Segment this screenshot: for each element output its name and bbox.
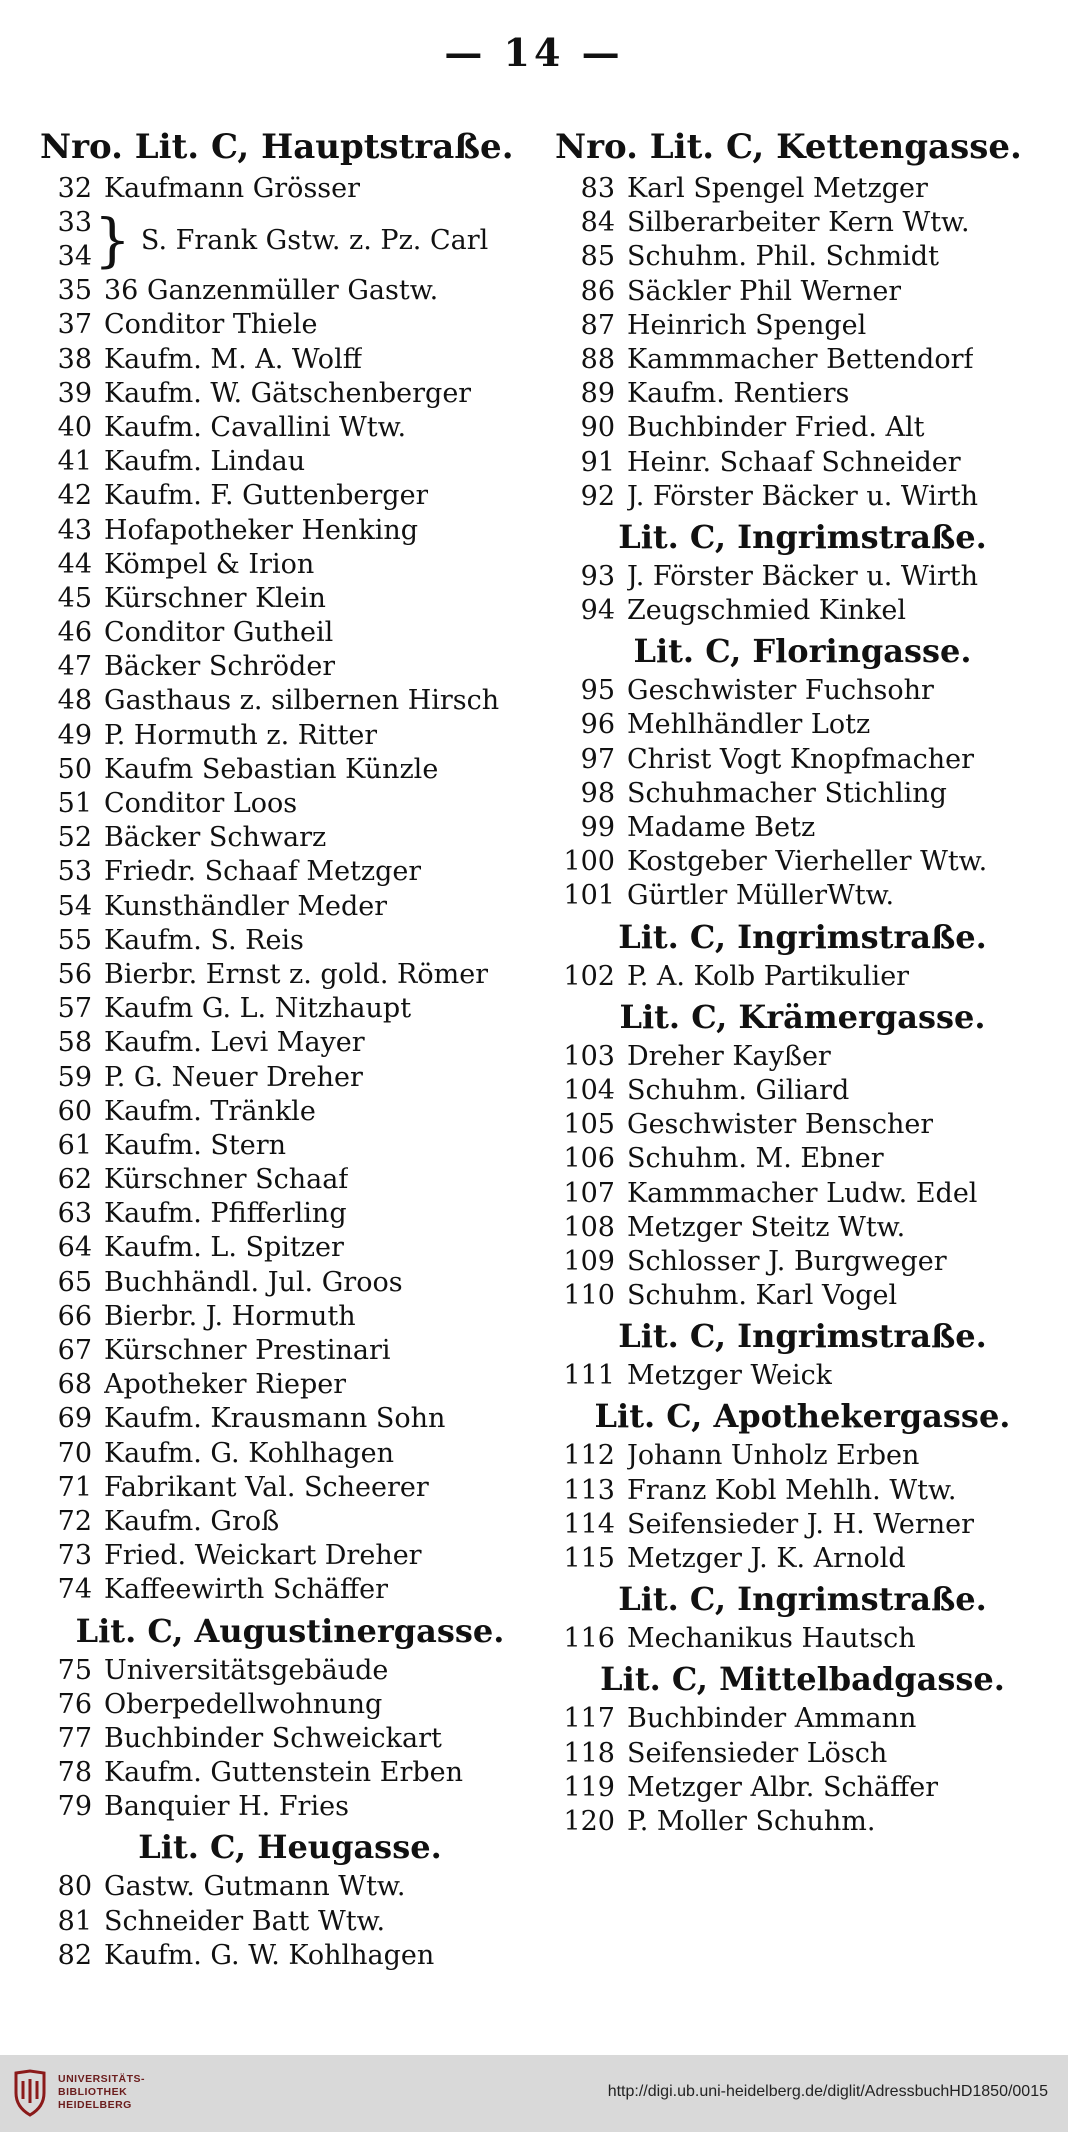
list-item	[555, 960, 1050, 994]
entry-text: Friedr. Schaaf Metzger	[104, 856, 422, 888]
entry-number: 102	[563, 960, 615, 992]
entry-number: 42	[57, 480, 92, 512]
entry-number: 92	[580, 480, 615, 512]
entry-number: 111	[563, 1360, 615, 1392]
entry-number: 119	[563, 1771, 615, 1803]
right-column-header: Nro. Lit. C, Kettengasse.	[555, 127, 1022, 167]
entry-text: P. Moller Schuhm.	[627, 1805, 876, 1837]
list-item	[555, 845, 1050, 879]
library-name-line-1: UNIVERSITÄTS-	[58, 2073, 146, 2085]
list-item	[40, 890, 540, 924]
entry-text: Christ Vogt Knopfmacher	[627, 743, 975, 775]
entry-number: 55	[57, 924, 92, 956]
entry-number: 120	[563, 1805, 615, 1837]
entry-number: 38	[57, 343, 92, 375]
entry-text: Schlosser J. Burgweger	[627, 1245, 947, 1277]
entry-number: 98	[580, 777, 615, 809]
list-item	[555, 240, 1050, 274]
list-item	[40, 411, 540, 445]
list-item	[555, 674, 1050, 708]
entry-number: 59	[57, 1061, 92, 1093]
list-item	[40, 548, 540, 582]
library-name	[58, 2073, 145, 2112]
list-item	[40, 1334, 540, 1368]
list-item	[40, 958, 540, 992]
entry-text: Geschwister Fuchsohr	[627, 675, 934, 707]
entry-text: Seifensieder J. H. Werner	[627, 1508, 975, 1540]
entry-number: 87	[580, 309, 615, 341]
left-column	[40, 122, 540, 1973]
entry-number: 91	[580, 446, 615, 478]
entry-text: Kaufm. W. Gätschenberger	[104, 377, 472, 409]
entry-text: P. A. Kolb Partikulier	[627, 960, 910, 992]
list-item	[40, 684, 540, 718]
entry-text: Kaufm. Lindau	[104, 446, 306, 478]
entry-number: 41	[57, 446, 92, 478]
entry-text: Kaufm. Krausmann Sohn	[104, 1403, 446, 1435]
entries-mittelbadgasse	[555, 1702, 1050, 1839]
entry-text: Kürschner Prestinari	[104, 1335, 391, 1366]
entry-text: Kaffeewirth Schäffer	[104, 1574, 389, 1606]
page-number: — 14 —	[444, 30, 624, 75]
list-item	[40, 1654, 540, 1688]
brace-icon: }	[94, 206, 131, 275]
entry-number: 40	[57, 411, 92, 443]
list-item	[555, 275, 1050, 309]
entry-text: Schuhmacher Stichling	[627, 777, 947, 809]
list-item	[40, 172, 540, 206]
entry-number: 113	[563, 1474, 615, 1506]
list-item	[555, 1439, 1050, 1473]
list-item	[555, 1771, 1050, 1805]
library-name-line-3: HEIDELBERG	[58, 2099, 132, 2111]
entry-text: Metzger Steitz Wtw.	[627, 1211, 906, 1243]
list-item	[40, 650, 540, 684]
entry-text: Kaufm. M. A. Wolff	[104, 343, 362, 375]
entry-text: Kaufm. Stern	[104, 1129, 287, 1161]
entry-text: Metzger J. K. Arnold	[627, 1543, 906, 1574]
entry-number: 73	[57, 1540, 92, 1572]
list-item	[555, 1245, 1050, 1279]
entry-number: 64	[57, 1232, 92, 1264]
entry-number: 37	[57, 309, 92, 341]
entry-number: 77	[57, 1722, 92, 1754]
entry-text: Heinr. Schaaf Schneider	[627, 446, 961, 478]
entry-text: J. Förster Bäcker u. Wirth	[627, 480, 978, 512]
entry-text: Seifensieder Lösch	[627, 1737, 888, 1769]
entry-number: 90	[580, 412, 615, 444]
list-item	[555, 1279, 1050, 1313]
entry-text: J. Förster Bäcker u. Wirth	[627, 560, 978, 592]
entry-number: 58	[57, 1027, 92, 1059]
list-item	[40, 616, 540, 650]
list-item	[555, 1142, 1050, 1176]
entry-number: 72	[57, 1505, 92, 1537]
entry-number: 45	[57, 582, 92, 614]
list-item	[40, 377, 540, 411]
entry-number: 48	[57, 685, 92, 717]
list-item	[40, 924, 540, 958]
entries-hauptstrasse-a	[40, 172, 540, 206]
entry-text: Bäcker Schröder	[104, 651, 336, 683]
entry-text: Säckler Phil Werner	[627, 275, 902, 307]
entry-text: Kaufm. L. Spitzer	[104, 1232, 344, 1264]
entry-number: 109	[563, 1245, 615, 1277]
entry-number: 63	[57, 1198, 92, 1230]
entry-number: 65	[57, 1266, 92, 1298]
list-item	[555, 1542, 1050, 1576]
entry-number: 112	[563, 1440, 615, 1472]
entry-number: 83	[580, 173, 615, 204]
entry-text: Oberpedellwohnung	[104, 1688, 383, 1720]
list-item	[555, 1737, 1050, 1771]
entry-number: 46	[57, 617, 92, 649]
section-heading-floringasse: Lit. C, Floringasse.	[633, 632, 972, 671]
list-item	[555, 1177, 1050, 1211]
list-item	[555, 743, 1050, 777]
entry-text: Conditor Thiele	[104, 309, 318, 341]
entry-text: Geschwister Benscher	[627, 1109, 934, 1141]
entry-text: Kaufm. Pfifferling	[104, 1198, 347, 1230]
entry-text: Conditor Loos	[104, 788, 298, 819]
list-item	[555, 1211, 1050, 1245]
entry-text: Kostgeber Vierheller Wtw.	[627, 846, 988, 878]
entry-text: Fabrikant Val. Scheerer	[104, 1471, 429, 1503]
entry-number: 94	[580, 595, 615, 627]
braced-entry	[40, 206, 540, 274]
entry-text: Kaufm. Levi Mayer	[104, 1027, 365, 1059]
entry-text: Buchbinder Ammann	[627, 1703, 917, 1735]
list-item	[555, 708, 1050, 742]
entry-text: Bäcker Schwarz	[104, 822, 327, 854]
entry-text: Kömpel & Irion	[104, 548, 315, 580]
entry-number: 100	[563, 846, 615, 878]
list-item	[555, 172, 1050, 206]
university-library-logo-icon	[10, 2069, 50, 2117]
entries-ingrimstrasse-3	[555, 1359, 1050, 1393]
braced-entry-text: S. Frank Gstw. z. Pz. Carl	[140, 224, 489, 256]
entries-ingrimstrasse-1	[555, 560, 1050, 628]
braced-entry-number-1: 33	[57, 207, 92, 239]
section-heading-apothekergasse: Lit. C, Apothekergasse.	[594, 1397, 1011, 1436]
entry-number: 49	[57, 719, 92, 751]
entry-text: Mehlhändler Lotz	[627, 709, 871, 741]
entry-number: 44	[57, 548, 92, 580]
section-heading-ingrimstrasse-4: Lit. C, Ingrimstraße.	[618, 1580, 987, 1619]
entries-floringasse	[555, 674, 1050, 913]
entry-number: 61	[57, 1129, 92, 1161]
entries-ingrimstrasse-2	[555, 960, 1050, 994]
entry-number: 50	[57, 753, 92, 785]
list-item	[40, 1368, 540, 1402]
list-item	[40, 1471, 540, 1505]
braced-entry-number-2: 34	[57, 241, 92, 273]
list-item	[555, 377, 1050, 411]
entry-text: Zeugschmied Kinkel	[627, 595, 907, 627]
entry-number: 56	[57, 958, 92, 990]
section-heading-ingrimstrasse-2: Lit. C, Ingrimstraße.	[618, 917, 987, 956]
entry-text: Gasthaus z. silbernen Hirsch	[104, 685, 500, 717]
entry-number: 54	[57, 890, 92, 922]
entry-number: 110	[563, 1280, 615, 1312]
entry-text: Kürschner Klein	[104, 582, 326, 614]
list-item	[40, 1539, 540, 1573]
list-item	[40, 1402, 540, 1436]
entry-text: Kaufm. G. W. Kohlhagen	[104, 1939, 435, 1971]
list-item	[555, 1074, 1050, 1108]
list-item	[555, 1359, 1050, 1393]
entry-text: Dreher Kayßer	[627, 1040, 831, 1072]
entry-number: 117	[563, 1703, 615, 1735]
list-item	[40, 1505, 540, 1539]
entry-number: 99	[580, 812, 615, 843]
entry-number: 97	[580, 743, 615, 775]
entry-text: Hofapotheker Henking	[104, 514, 419, 546]
entry-number: 80	[57, 1871, 92, 1903]
list-item	[555, 1702, 1050, 1736]
entries-apothekergasse	[555, 1439, 1050, 1576]
source-url-link[interactable]: http://digi.ub.uni-heidelberg.de/diglit/AdressbuchHD1850/0015	[607, 2083, 1048, 2100]
left-column-header: Nro. Lit. C, Hauptstraße.	[40, 127, 514, 167]
entry-number: 88	[580, 343, 615, 375]
entry-text: Conditor Gutheil	[104, 617, 334, 649]
list-item	[40, 1266, 540, 1300]
entry-text: Schuhm. Karl Vogel	[627, 1280, 898, 1312]
entry-number: 107	[563, 1177, 615, 1209]
list-item	[555, 811, 1050, 845]
entries-hauptstrasse-b	[40, 274, 540, 1607]
entry-number: 70	[57, 1437, 92, 1469]
entry-text: Franz Kobl Mehlh. Wtw.	[627, 1474, 957, 1506]
entries-heugasse	[40, 1870, 540, 1973]
list-item	[40, 753, 540, 787]
list-item	[555, 560, 1050, 594]
list-item	[555, 309, 1050, 343]
list-item	[555, 343, 1050, 377]
list-item	[555, 1805, 1050, 1839]
list-item	[40, 1129, 540, 1163]
list-item	[40, 1437, 540, 1471]
list-item	[40, 479, 540, 513]
list-item	[40, 1939, 540, 1973]
entry-number: 39	[57, 377, 92, 409]
entries-ingrimstrasse-4	[555, 1622, 1050, 1656]
entry-number: 106	[563, 1143, 615, 1175]
list-item	[40, 1688, 540, 1722]
list-item	[555, 480, 1050, 514]
entry-text: Mechanikus Hautsch	[627, 1623, 916, 1655]
entry-number: 66	[57, 1300, 92, 1332]
entry-number: 47	[57, 651, 92, 683]
entry-text: Kaufm Sebastian Künzle	[104, 753, 439, 785]
list-item	[40, 582, 540, 616]
entry-number: 35	[57, 275, 92, 307]
entry-number: 101	[563, 880, 615, 912]
entry-text: Silberarbeiter Kern Wtw.	[627, 207, 970, 239]
list-item	[555, 594, 1050, 628]
entry-number: 43	[57, 514, 92, 546]
section-heading-kraemergasse: Lit. C, Krämergasse.	[619, 997, 986, 1036]
section-heading-mittelbadgasse: Lit. C, Mittelbadgasse.	[600, 1660, 1005, 1699]
section-heading-ingrimstrasse-1: Lit. C, Ingrimstraße.	[618, 517, 987, 556]
entry-text: Bierbr. Ernst z. gold. Römer	[104, 958, 489, 990]
entry-text: Schuhm. Phil. Schmidt	[627, 241, 939, 273]
list-item	[40, 308, 540, 342]
entry-number: 76	[57, 1688, 92, 1720]
entry-number: 95	[580, 675, 615, 707]
entry-number: 32	[57, 173, 92, 204]
entry-text: Madame Betz	[627, 812, 816, 843]
list-item	[40, 1905, 540, 1939]
entry-number: 108	[563, 1211, 615, 1243]
braced-entry-numbers	[40, 206, 92, 274]
list-item	[40, 1061, 540, 1095]
list-item	[40, 1026, 540, 1060]
list-item	[40, 719, 540, 753]
entry-text: Buchhändl. Jul. Groos	[104, 1266, 403, 1298]
entry-text: Schuhm. Giliard	[627, 1074, 850, 1106]
entry-text: Kaufm G. L. Nitzhaupt	[104, 993, 412, 1025]
entry-text: Johann Unholz Erben	[627, 1440, 920, 1472]
entry-text: Kaufmann Grösser	[104, 173, 361, 204]
entry-text: Schneider Batt Wtw.	[104, 1905, 386, 1937]
list-item	[40, 274, 540, 308]
entry-number: 75	[57, 1654, 92, 1686]
list-item	[40, 787, 540, 821]
entry-number: 105	[563, 1109, 615, 1141]
entries-augustinergasse	[40, 1654, 540, 1825]
section-heading-augustinergasse: Lit. C, Augustinergasse.	[75, 1611, 505, 1650]
entry-text: Buchbinder Fried. Alt	[627, 412, 925, 444]
section-heading-heugasse: Lit. C, Heugasse.	[138, 1828, 442, 1867]
entry-number: 78	[57, 1757, 92, 1789]
entry-text: Kaufm. Cavallini Wtw.	[104, 411, 407, 443]
entry-text: Kammmacher Bettendorf	[627, 343, 974, 375]
list-item	[555, 411, 1050, 445]
list-item	[40, 1790, 540, 1824]
list-item	[555, 1622, 1050, 1656]
list-item	[40, 992, 540, 1026]
entry-number: 84	[580, 207, 615, 239]
list-item	[40, 1300, 540, 1334]
entry-number: 89	[580, 378, 615, 410]
list-item	[40, 821, 540, 855]
entry-text: 36 Ganzenmüller Gastw.	[104, 275, 439, 307]
entry-number: 118	[563, 1737, 615, 1769]
list-item	[40, 445, 540, 479]
list-item	[40, 1756, 540, 1790]
list-item	[40, 1722, 540, 1756]
entry-text: Metzger Albr. Schäffer	[627, 1771, 939, 1803]
entry-number: 114	[563, 1508, 615, 1540]
entry-number: 79	[57, 1791, 92, 1823]
list-item	[555, 879, 1050, 913]
list-item	[40, 1231, 540, 1265]
entry-text: Metzger Weick	[627, 1360, 833, 1392]
entry-text: Schuhm. M. Ebner	[627, 1143, 884, 1175]
list-item	[40, 1163, 540, 1197]
entry-number: 116	[563, 1623, 615, 1655]
entry-text: Kaufm. Rentiers	[627, 378, 850, 410]
entry-number: 57	[57, 993, 92, 1025]
list-item	[40, 343, 540, 377]
entry-number: 103	[563, 1040, 615, 1072]
entry-number: 93	[580, 560, 615, 592]
entry-text: Karl Spengel Metzger	[627, 173, 928, 204]
entry-text: Gürtler MüllerWtw.	[627, 880, 895, 912]
list-item	[555, 446, 1050, 480]
entry-number: 62	[57, 1164, 92, 1196]
entries-kettengasse	[555, 172, 1050, 514]
right-column	[555, 122, 1050, 1839]
entry-text: Kaufm. Groß	[104, 1505, 280, 1537]
entry-number: 82	[57, 1939, 92, 1971]
entry-number: 71	[57, 1471, 92, 1503]
entry-text: Kaufm. F. Guttenberger	[104, 480, 429, 512]
list-item	[555, 206, 1050, 240]
entry-number: 81	[57, 1905, 92, 1937]
entry-text: Kaufm. G. Kohlhagen	[104, 1437, 395, 1469]
entry-text: Kaufm. Tränkle	[104, 1095, 316, 1127]
entry-number: 104	[563, 1074, 615, 1106]
entry-text: Kaufm. Guttenstein Erben	[104, 1757, 464, 1789]
entry-text: P. Hormuth z. Ritter	[104, 719, 378, 751]
entry-number: 96	[580, 709, 615, 741]
viewer-footer	[0, 2055, 1068, 2132]
entry-number: 74	[57, 1574, 92, 1606]
list-item	[555, 1474, 1050, 1508]
list-item	[40, 1573, 540, 1607]
entry-text: Heinrich Spengel	[627, 309, 867, 341]
entry-number: 69	[57, 1403, 92, 1435]
entry-text: P. G. Neuer Dreher	[104, 1061, 363, 1093]
list-item	[40, 1870, 540, 1904]
entry-text: Kürschner Schaaf	[104, 1164, 349, 1196]
entry-text: Fried. Weickart Dreher	[104, 1540, 422, 1572]
list-item	[555, 777, 1050, 811]
section-heading-ingrimstrasse-3: Lit. C, Ingrimstraße.	[618, 1317, 987, 1356]
list-item	[555, 1040, 1050, 1074]
entry-number: 53	[57, 856, 92, 888]
entry-number: 68	[57, 1369, 92, 1401]
entry-text: Kammmacher Ludw. Edel	[627, 1177, 978, 1209]
list-item	[40, 1197, 540, 1231]
entry-text: Gastw. Gutmann Wtw.	[104, 1871, 406, 1903]
entry-number: 51	[57, 788, 92, 819]
entry-number: 52	[57, 822, 92, 854]
list-item	[40, 855, 540, 889]
list-item	[555, 1108, 1050, 1142]
entry-number: 67	[57, 1335, 92, 1366]
entry-number: 60	[57, 1095, 92, 1127]
entry-number: 85	[580, 241, 615, 273]
entry-number: 115	[563, 1543, 615, 1574]
entry-text: Universitätsgebäude	[104, 1654, 389, 1686]
entry-text: Kunsthändler Meder	[104, 890, 388, 922]
entry-text: Apotheker Rieper	[104, 1369, 347, 1401]
entry-text: Buchbinder Schweickart	[104, 1722, 442, 1754]
list-item	[555, 1508, 1050, 1542]
library-name-line-2: BIBLIOTHEK	[58, 2086, 128, 2098]
list-item	[40, 514, 540, 548]
entry-text: Kaufm. S. Reis	[104, 924, 304, 956]
list-item	[40, 1095, 540, 1129]
entry-number: 86	[580, 275, 615, 307]
entries-kraemergasse	[555, 1040, 1050, 1314]
entry-text: Bierbr. J. Hormuth	[104, 1300, 356, 1332]
entry-text: Banquier H. Fries	[104, 1791, 349, 1823]
